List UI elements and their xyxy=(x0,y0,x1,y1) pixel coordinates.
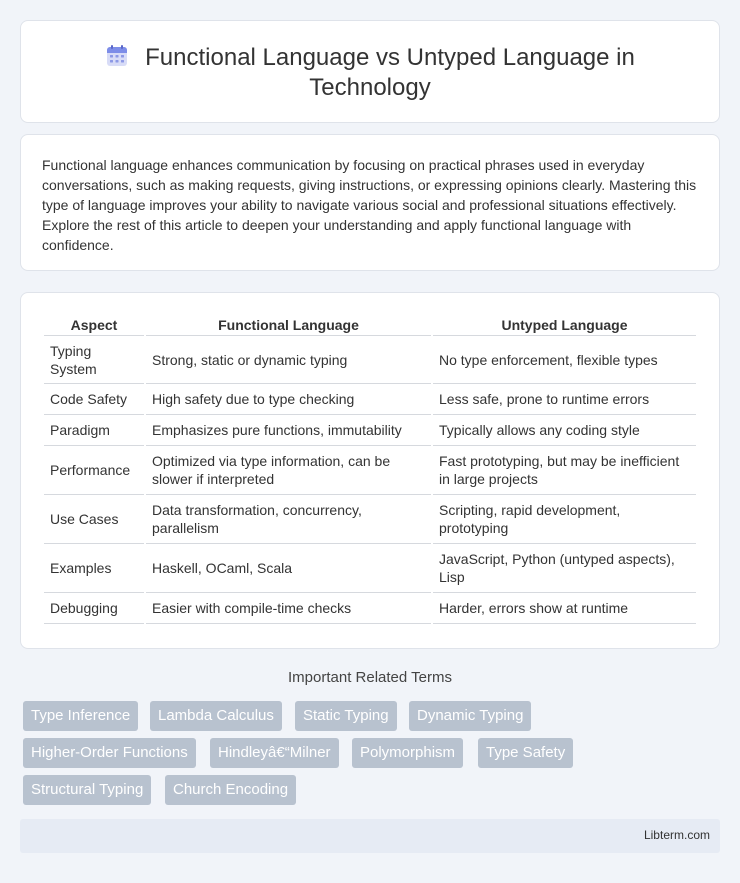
intro-paragraph: Functional language enhances communication by focusing on practical phrases used in everyday conversations, such as making requests, giving instructions, or expressing opinions clearly. Mastering this type of language improves your ability to navigate various social and professional situations effectively. Explore the rest of this article to deepen your understanding and apply functional language with confidence. xyxy=(42,157,697,253)
cell-functional: Data transformation, concurrency, parallelism xyxy=(146,495,431,544)
title-line-2: Technology xyxy=(309,74,431,101)
cell-functional: Easier with compile-time checks xyxy=(146,593,431,624)
cell-untyped: Scripting, rapid development, prototyping xyxy=(433,495,696,544)
cell-aspect: Examples xyxy=(44,544,144,593)
cell-untyped: Less safe, prone to runtime errors xyxy=(433,384,696,415)
tag-polymorphism[interactable]: Polymorphism xyxy=(352,738,463,768)
table-row xyxy=(44,415,696,446)
calendar-icon xyxy=(105,44,129,68)
tag-church-encoding[interactable]: Church Encoding xyxy=(165,775,296,805)
cell-aspect: Paradigm xyxy=(44,415,144,446)
column-header-aspect: Aspect xyxy=(44,314,144,336)
table-header-row xyxy=(44,314,696,336)
table-row xyxy=(44,495,696,544)
table-row xyxy=(44,446,696,495)
cell-untyped: Typically allows any coding style xyxy=(433,415,696,446)
tag-type-safety[interactable]: Type Safety xyxy=(478,738,573,768)
column-header-functional: Functional Language xyxy=(146,314,431,336)
table-row xyxy=(44,544,696,593)
cell-aspect: Performance xyxy=(44,446,144,495)
tag-higher-order-functions[interactable]: Higher-Order Functions xyxy=(23,738,196,768)
tag-static-typing[interactable]: Static Typing xyxy=(295,701,397,731)
cell-functional: Haskell, OCaml, Scala xyxy=(146,544,431,593)
cell-aspect: Typing System xyxy=(44,336,144,384)
cell-untyped: No type enforcement, flexible types xyxy=(433,336,696,384)
cell-aspect: Code Safety xyxy=(44,384,144,415)
intro-card xyxy=(20,134,720,271)
tag-type-inference[interactable]: Type Inference xyxy=(23,701,138,731)
header-card xyxy=(20,20,720,123)
table-row xyxy=(44,336,696,384)
comparison-card xyxy=(20,292,720,649)
footer xyxy=(20,819,720,853)
cell-functional: Strong, static or dynamic typing xyxy=(146,336,431,384)
cell-functional: High safety due to type checking xyxy=(146,384,431,415)
title-line-1: Functional Language vs Untyped Language in xyxy=(145,44,635,71)
tag-structural-typing[interactable]: Structural Typing xyxy=(23,775,151,805)
table-row xyxy=(44,593,696,624)
cell-untyped: JavaScript, Python (untyped aspects), Lisp xyxy=(433,544,696,593)
tag-lambda-calculus[interactable]: Lambda Calculus xyxy=(150,701,282,731)
comparison-table xyxy=(42,314,698,624)
tag-dynamic-typing[interactable]: Dynamic Typing xyxy=(409,701,531,731)
column-header-untyped: Untyped Language xyxy=(433,314,696,336)
table-row xyxy=(44,384,696,415)
related-terms-heading: Important Related Terms xyxy=(288,669,452,686)
cell-functional: Optimized via type information, can be slower if interpreted xyxy=(146,446,431,495)
cell-functional: Emphasizes pure functions, immutability xyxy=(146,415,431,446)
cell-aspect: Use Cases xyxy=(44,495,144,544)
cell-aspect: Debugging xyxy=(44,593,144,624)
tag-hindley-milner[interactable]: Hindleyâ€“Milner xyxy=(210,738,339,768)
cell-untyped: Harder, errors show at runtime xyxy=(433,593,696,624)
page-title xyxy=(21,43,719,103)
footer-site-link[interactable]: Libterm.com xyxy=(643,828,710,842)
cell-untyped: Fast prototyping, but may be inefficient in large projects xyxy=(433,446,696,495)
